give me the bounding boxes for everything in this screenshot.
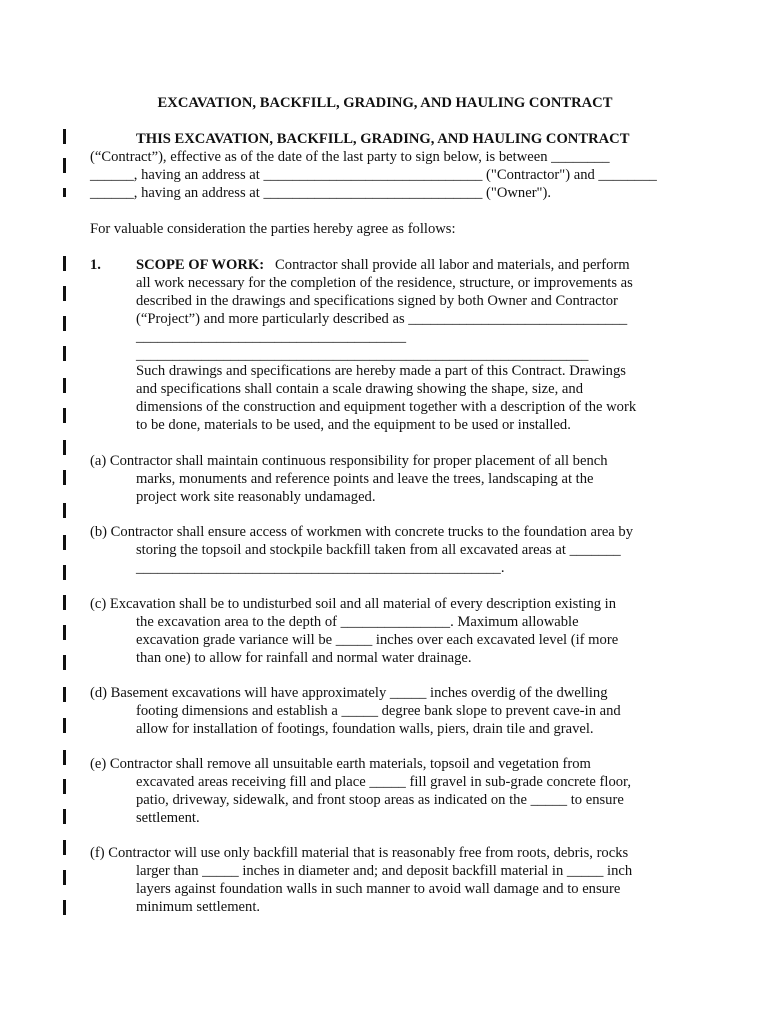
item-a-line: project work site reasonably undamaged. (136, 489, 376, 505)
scope-line: all work necessary for the completion of the residence, structure, or improvements as (136, 275, 633, 291)
change-bar (63, 750, 66, 765)
item-e-line: (e) Contractor shall remove all unsuitable earth materials, topsoil and vegetation from (90, 756, 591, 772)
item-b-line: __________________________________________________. (136, 560, 505, 576)
scope-line: dimensions of the construction and equipment together with a description of the work (136, 399, 637, 415)
blank-line: _____________________________________ (136, 329, 406, 345)
change-bar (63, 316, 66, 331)
intro-line: ______, having an address at ______________________________ ("Contractor") and ________ (90, 167, 657, 183)
item-f-line: layers against foundation walls in such manner to avoid wall damage and to ensure (136, 881, 621, 897)
scope-line: Such drawings and specifications are hereby made a part of this Contract. Drawings (136, 363, 626, 379)
scope-line: to be done, materials to be used, and the equipment to be used or installed. (136, 417, 571, 433)
change-bar (63, 408, 66, 423)
change-bar (63, 188, 66, 197)
change-bar (63, 158, 66, 173)
change-bar (63, 503, 66, 518)
change-bar (63, 378, 66, 393)
item-e-line: excavated areas receiving fill and place _____ fill gravel in sub-grade concrete floor, (136, 774, 631, 790)
item-f-line: larger than _____ inches in diameter and; and deposit backfill material in _____ inch (136, 863, 633, 879)
change-bar (63, 718, 66, 733)
item-e-line: patio, driveway, sidewalk, and front stoop areas as indicated on the _____ to ensure (136, 792, 624, 808)
change-bar (63, 655, 66, 670)
item-a-line: (a) Contractor shall maintain continuous responsibility for proper placement of all bench (90, 453, 608, 469)
section-heading: SCOPE OF WORK: (136, 257, 265, 273)
item-c-line: excavation grade variance will be _____ inches over each excavated level (if more (136, 632, 619, 648)
change-bar (63, 535, 66, 550)
item-f-line: (f) Contractor will use only backfill material that is reasonably free from roots, debris, rocks (90, 845, 629, 861)
intro-line: ______, having an address at ______________________________ ("Owner"). (90, 185, 552, 201)
item-c-line: than one) to allow for rainfall and normal water drainage. (136, 650, 472, 666)
document-title: EXCAVATION, BACKFILL, GRADING, AND HAULING CONTRACT (157, 95, 613, 111)
change-bar (63, 809, 66, 824)
intro-line: THIS EXCAVATION, BACKFILL, GRADING, AND HAULING CONTRACT (136, 131, 630, 147)
item-c-line: (c) Excavation shall be to undisturbed soil and all material of every description existing in (90, 596, 617, 612)
scope-line: described in the drawings and specifications signed by both Owner and Contractor (136, 293, 618, 309)
scope-line: and specifications shall contain a scale drawing showing the shape, size, and (136, 381, 583, 397)
blank-line: ______________________________________________________________ (136, 347, 589, 363)
change-bar (63, 286, 66, 301)
change-bar (63, 900, 66, 915)
change-bar (63, 687, 66, 702)
scope-text: Contractor shall provide all labor and materials, and perform (264, 257, 630, 273)
change-bar (63, 595, 66, 610)
change-bar (63, 840, 66, 855)
change-bar (63, 625, 66, 640)
change-bar (63, 565, 66, 580)
change-bar (63, 129, 66, 144)
change-bar (63, 440, 66, 455)
item-d-line: footing dimensions and establish a _____ degree bank slope to prevent cave-in and (136, 703, 621, 719)
item-d-line: (d) Basement excavations will have approximately _____ inches overdig of the dwelling (90, 685, 608, 701)
scope-line: (“Project”) and more particularly described as ______________________________ (136, 311, 628, 327)
item-b-line: storing the topsoil and stockpile backfill taken from all excavated areas at _______ (136, 542, 621, 558)
change-bar (63, 346, 66, 361)
consideration-text: For valuable consideration the parties hereby agree as follows: (90, 221, 456, 237)
change-bar (63, 256, 66, 271)
change-bar (63, 779, 66, 794)
change-bar (63, 870, 66, 885)
item-e-line: settlement. (136, 810, 200, 826)
change-bar (63, 470, 66, 485)
item-f-line: minimum settlement. (136, 899, 261, 915)
section-number: 1. (90, 257, 101, 273)
item-d-line: allow for installation of footings, foundation walls, piers, drain tile and gravel. (136, 721, 594, 737)
item-b-line: (b) Contractor shall ensure access of workmen with concrete trucks to the foundation area by (90, 524, 634, 540)
intro-line: (“Contract”), effective as of the date of the last party to sign below, is between ________ (90, 149, 610, 165)
item-a-line: marks, monuments and reference points and leave the trees, landscaping at the (136, 471, 594, 487)
item-c-line: the excavation area to the depth of _______________. Maximum allowable (136, 614, 579, 630)
scope-line (136, 256, 630, 274)
